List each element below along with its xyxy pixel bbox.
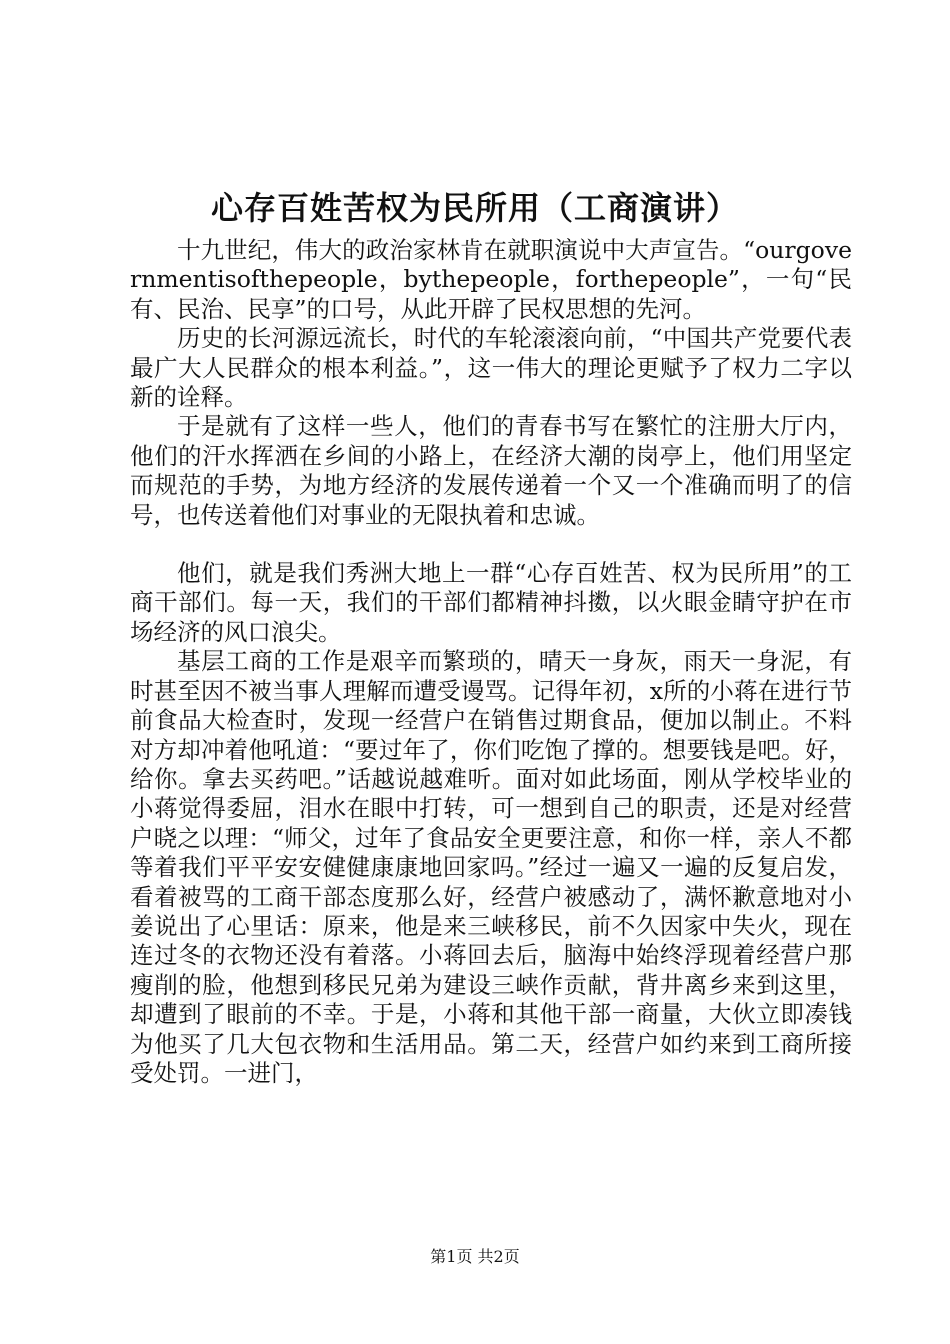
paragraph-3: 于是就有了这样一些人，他们的青春书写在繁忙的注册大厅内，他们的汗水挥洒在乡间的小路上，在经济大潮的岗亭上，他们用坚定而规范的手势，为地方经济的发展传递着一个又一个准确而明了的信号，也传送着他们对事业的无限执着和忠诚。 <box>130 412 852 529</box>
paragraph-4: 他们，就是我们秀洲大地上一群“心存百姓苦、权为民所用”的工商干部们。每一天，我们的干部们都精神抖擞，以火眼金睛守护在市场经济的风口浪尖。 <box>130 559 852 646</box>
paragraph-2: 历史的长河源远流长，时代的车轮滚滚向前，“中国共产党要代表最广大人民群众的根本利益。”，这一伟大的理论更赋予了权力二字以新的诠释。 <box>130 324 852 412</box>
paragraph-5: 基层工商的工作是艰辛而繁琐的，晴天一身灰，雨天一身泥，有时甚至因不被当事人理解而遭受谩骂。记得年初，x所的小蒋在进行节前食品大检查时，发现一经营户在销售过期食品，便加以制止。不料对方却冲着他吼道：“要过年了，你们吃饱了撑的。想要钱是吧。好，给你。拿去买药吧。”话越说越难听。面对如此场面，刚从学校毕业的小蒋觉得委屈，泪水在眼中打转，可一想到自己的职责，还是对经营户晓之以理：“师父，过年了食品安全更要注意，和你一样，亲人不都等着我们平平安安健健康康地回家吗。”经过一遍又一遍的反复启发，看着被骂的工商干部态度那么好，经营户被感动了，满怀歉意地对小姜说出了心里话：原来，他是来三峡移民，前不久因家中失火，现在连过冬的衣物还没有着落。小蒋回去后，脑海中始终浮现着经营户那瘦削的脸，他想到移民兄弟为建设三峡作贡献，背井离乡来到这里，却遭到了眼前的不幸。于是，小蒋和其他干部一商量，大伙立即凑钱为他买了几大包衣物和生活用品。第二天，经营户如约来到工商所接受处罚。一进门， <box>130 647 852 1087</box>
document-body <box>130 236 852 1088</box>
page-footer: 第1页 共2页 <box>430 1247 520 1266</box>
document-title: 心存百姓苦权为民所用（工商演讲） <box>210 189 739 227</box>
paragraph-1: 十九世纪，伟大的政治家林肯在就职演说中大声宣告。“ourgovernmentisofthepeople，bythepeople，forthepeople”，一句“民有、民治、民享”的口号，从此开辟了民权思想的先河。 <box>130 236 852 323</box>
